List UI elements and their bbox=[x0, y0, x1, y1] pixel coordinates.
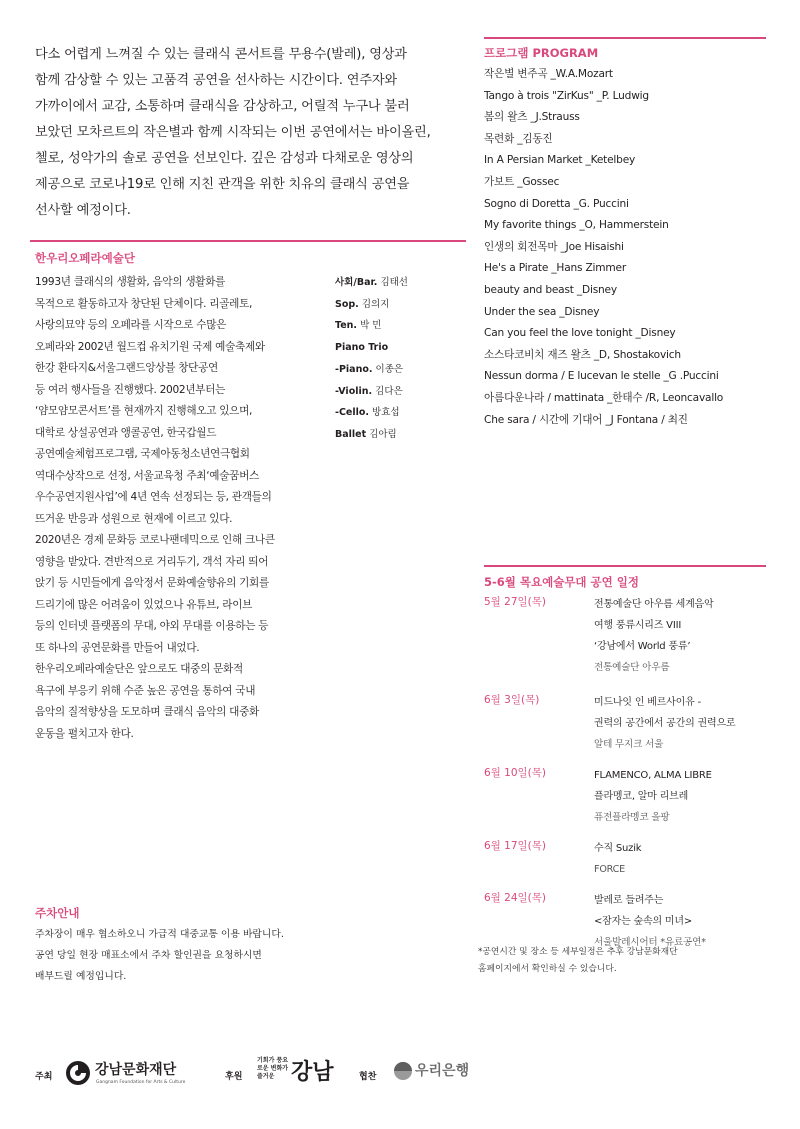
intro-line: 제공으로 코로나19로 인해 지친 관객을 위한 치유의 클래식 공연을 bbox=[35, 177, 410, 192]
intro-line: 가까이에서 교감, 소통하며 클래식을 감상하고, 어릴적 누구나 불러 bbox=[35, 99, 410, 114]
intro-line: 보았던 모차르트의 작은별과 함께 시작되는 이번 공연에서는 바이올린, bbox=[35, 125, 431, 140]
cast-name: 김태선 bbox=[380, 277, 408, 288]
cast-name: 김아림 bbox=[369, 428, 397, 440]
program-item: 봄의 왈츠 _J.Strauss bbox=[484, 111, 580, 124]
schedule-venue: 알테 무지크 서울 bbox=[594, 739, 664, 750]
company-line: 2020년은 경제 문화등 코로나팬데믹으로 인해 크나큰 bbox=[35, 534, 275, 546]
support-slogan: 기회가 풍요로운 변화가 즐거운 bbox=[257, 1057, 289, 1080]
schedule-date: 5월 27일(목) bbox=[484, 596, 547, 608]
parking-title: 주차안내 bbox=[35, 906, 80, 920]
parking-line: 공연 당일 현장 매표소에서 주차 할인권을 요청하시면 bbox=[35, 950, 262, 961]
schedule-venue: 전통예술단 아우름 bbox=[594, 662, 670, 673]
gangnam-foundation-logo-icon bbox=[65, 1060, 91, 1086]
program-item: 아름다운나라 / mattinata _한태수 /R, Leoncavallo bbox=[484, 391, 724, 404]
schedule-venue: 서울발레시어터 *유료공연* bbox=[594, 937, 706, 948]
cast-item bbox=[335, 272, 465, 294]
intro-paragraph bbox=[35, 42, 455, 224]
schedule-item bbox=[484, 838, 774, 880]
company-line: 등의 인터넷 플랫폼의 무대, 야외 무대를 이용하는 등 bbox=[35, 620, 269, 632]
schedule-date: 6월 24일(목) bbox=[484, 892, 547, 904]
schedule-event-line: 권력의 공간에서 공간의 권력으로 bbox=[594, 718, 736, 729]
schedule-list bbox=[484, 594, 774, 953]
program-item: Nessun dorma / E lucevan le stelle _G .Puccini bbox=[484, 370, 719, 383]
cast-name: 박 민 bbox=[360, 320, 382, 332]
parking-info bbox=[35, 924, 355, 987]
cast-role: -Violin. bbox=[335, 385, 373, 397]
intro-line: 다소 어렵게 느껴질 수 있는 클래식 콘서트를 무용수(발레), 영상과 bbox=[35, 47, 407, 62]
program-item: Tango à trois "ZirKus" _P. Ludwig bbox=[484, 89, 649, 102]
program-item: 작은별 변주곡 _W.A.Mozart bbox=[484, 68, 613, 80]
cast-item bbox=[335, 424, 465, 446]
parking-line: 배부드릴 예정입니다. bbox=[35, 971, 127, 982]
cast-name: 김다은 bbox=[375, 385, 403, 397]
program-item: Can you feel the love tonight _Disney bbox=[484, 327, 676, 340]
company-rule bbox=[30, 240, 466, 242]
program-item: He's a Pirate _Hans Zimmer bbox=[484, 262, 626, 275]
schedule-event-line: 플라멩코, 알마 리브레 bbox=[594, 791, 689, 802]
support-label: 후원 bbox=[225, 1072, 243, 1082]
company-line: 영향을 받았다. 견반적으로 거리두기, 객석 자리 띄어 bbox=[35, 555, 269, 568]
schedule-date: 6월 10일(목) bbox=[484, 767, 547, 779]
company-line: 우수공연지원사업’에 4년 연속 선정되는 등, 관객들의 bbox=[35, 491, 272, 503]
host-label: 주최 bbox=[35, 1072, 53, 1082]
program-item: My favorite things _O, Hammerstein bbox=[484, 219, 669, 232]
schedule-date: 6월 17일(목) bbox=[484, 840, 547, 852]
program-title: 프로그램 PROGRAM bbox=[484, 46, 599, 60]
intro-line: 첼로, 성악가의 솔로 공연을 선보인다. 깊은 감성과 다채로운 영상의 bbox=[35, 151, 414, 166]
company-line: 또 하나의 공연문화를 만들어 내었다. bbox=[35, 641, 200, 654]
parking-line: 주차장이 매우 협소하오니 가급적 대중교통 이용 바랍니다. bbox=[35, 929, 284, 940]
program-item: Che sara / 시간에 기대어 _J Fontana / 최진 bbox=[484, 413, 688, 426]
cast-role: -Piano. bbox=[335, 363, 373, 375]
program-item: Sogno di Doretta _G. Puccini bbox=[484, 197, 629, 210]
cast-item bbox=[335, 359, 465, 381]
woori-bank-logo-icon bbox=[393, 1061, 413, 1081]
cast-name: 이종은 bbox=[375, 363, 404, 375]
schedule-event-line: FLAMENCO, ALMA LIBRE bbox=[594, 770, 712, 781]
company-title: 한우리오페라예술단 bbox=[35, 251, 135, 265]
company-line: 욕구에 부응키 위해 수준 높은 공연을 통하여 국내 bbox=[35, 684, 256, 697]
sponsor-bar bbox=[35, 1055, 775, 1095]
program-item: In A Persian Market _Ketelbey bbox=[484, 154, 636, 167]
program-item: Under the sea _Disney bbox=[484, 305, 600, 318]
schedule-event-line: 수직 Suzik bbox=[594, 843, 642, 854]
company-line: 1993년 클래식의 생활화, 음악의 생활화를 bbox=[35, 276, 226, 288]
cast-role: -Cello. bbox=[335, 407, 370, 419]
company-line: ‘얌모얌모콘서트’를 현재까지 진행해오고 있으며, bbox=[35, 405, 253, 417]
partner-name: 우리은행 bbox=[415, 1063, 470, 1079]
company-line: 등 여러 행사들을 진행했다. 2002년부터는 bbox=[35, 383, 226, 396]
cast-role: Ballet bbox=[335, 428, 367, 440]
schedule-note-line: *공연시간 및 장소 등 세부일정은 추후 강남문화재단 bbox=[478, 947, 678, 957]
company-description bbox=[35, 272, 335, 745]
cast-role: Ten. bbox=[335, 320, 358, 332]
company-line: 공연예술체험프로그램, 국제아동청소년연극협회 bbox=[35, 448, 250, 460]
cast-name: 김의지 bbox=[361, 298, 390, 310]
company-line: 오페라와 2002년 월드컵 유치기원 국제 예술축제와 bbox=[35, 340, 265, 353]
cast-role: Piano Trio bbox=[335, 342, 389, 354]
intro-line: 함께 감상할 수 있는 고품격 공연을 선사하는 시간이다. 연주자와 bbox=[35, 73, 397, 88]
schedule-item bbox=[484, 765, 774, 828]
schedule-event-line: <잠자는 숲속의 미녀> bbox=[594, 916, 692, 927]
company-line: 대학로 상설공연과 앵콜공연, 한국갑월드 bbox=[35, 426, 217, 439]
schedule-event-line: 전통예술단 아우름 세계음악 bbox=[594, 599, 714, 610]
program-item: beauty and beast _Disney bbox=[484, 283, 617, 296]
schedule-date: 6월 3일(목) bbox=[484, 694, 540, 706]
company-line: 한우리오페라예술단은 앞으로도 대중의 문화적 bbox=[35, 663, 243, 675]
company-line: 역대수상작으로 선정, 서울교육청 주최‘예술꿈버스 bbox=[35, 469, 259, 482]
cast-item bbox=[335, 402, 465, 424]
company-line: 사랑의묘약 등의 오페라를 시작으로 수많은 bbox=[35, 319, 227, 331]
cast-role: 사회/Bar. bbox=[335, 277, 378, 288]
schedule-note bbox=[478, 944, 778, 978]
schedule-event-line: ‘강남에서 World 풍류’ bbox=[594, 641, 691, 652]
program-item: 소스타코비치 재즈 왈츠 _D, Shostakovich bbox=[484, 348, 681, 361]
cast-name: 방효섭 bbox=[372, 407, 400, 419]
cast-item bbox=[335, 381, 465, 403]
company-line: 한강 환타지&서울그랜드앙상블 창단공연 bbox=[35, 362, 218, 374]
partner-label: 협찬 bbox=[359, 1072, 377, 1082]
host-name: 강남문화재단 bbox=[95, 1062, 177, 1078]
schedule-event-line: 미드나잇 인 베르사이유 - bbox=[594, 697, 701, 708]
schedule-title: 5-6월 목요예술무대 공연 일정 bbox=[484, 575, 639, 589]
company-line: 앉기 등 시민들에게 음악정서 문화예술향유의 기회를 bbox=[35, 577, 269, 589]
schedule-item bbox=[484, 594, 774, 678]
company-line: 뜨거운 반응과 성원으로 현재에 이르고 있다. bbox=[35, 512, 233, 525]
schedule-item bbox=[484, 692, 774, 755]
schedule-note-line: 홈페이지에서 확인하실 수 있습니다. bbox=[478, 964, 617, 974]
company-line: 운동을 펼치고자 한다. bbox=[35, 727, 134, 740]
schedule-event-line: 여행 풍류시리즈 VIII bbox=[594, 620, 682, 631]
program-item: 인생의 회전목마 _Joe Hisaishi bbox=[484, 240, 624, 253]
company-line: 목적으로 활동하고자 창단된 단체이다. 리골레토, bbox=[35, 297, 253, 310]
schedule-event-line: 발레로 들려주는 bbox=[594, 895, 664, 906]
program-rule bbox=[484, 37, 766, 39]
schedule-venue: 퓨전플라멩코 올팡 bbox=[594, 812, 670, 823]
intro-line: 선사할 예정이다. bbox=[35, 203, 131, 218]
cast-list bbox=[335, 272, 465, 446]
cast-item bbox=[335, 337, 465, 359]
cast-item bbox=[335, 294, 465, 316]
program-list bbox=[484, 64, 774, 431]
program-item: 목련화 _김동진 bbox=[484, 132, 553, 145]
support-name: 강남 bbox=[291, 1059, 334, 1085]
schedule-venue: FORCE bbox=[594, 864, 626, 875]
cast-role: Sop. bbox=[335, 298, 359, 310]
company-line: 드리기에 많은 어려움이 있었으나 유튜브, 라이브 bbox=[35, 598, 253, 611]
schedule-rule bbox=[484, 565, 766, 567]
host-subtitle: Gangnam Foundation for Arts & Culture bbox=[96, 1080, 186, 1085]
cast-item bbox=[335, 315, 465, 337]
program-item: 가보트 _Gossec bbox=[484, 175, 560, 188]
company-line: 음악의 질적향상을 도모하며 클래식 음악의 대중화 bbox=[35, 706, 259, 718]
